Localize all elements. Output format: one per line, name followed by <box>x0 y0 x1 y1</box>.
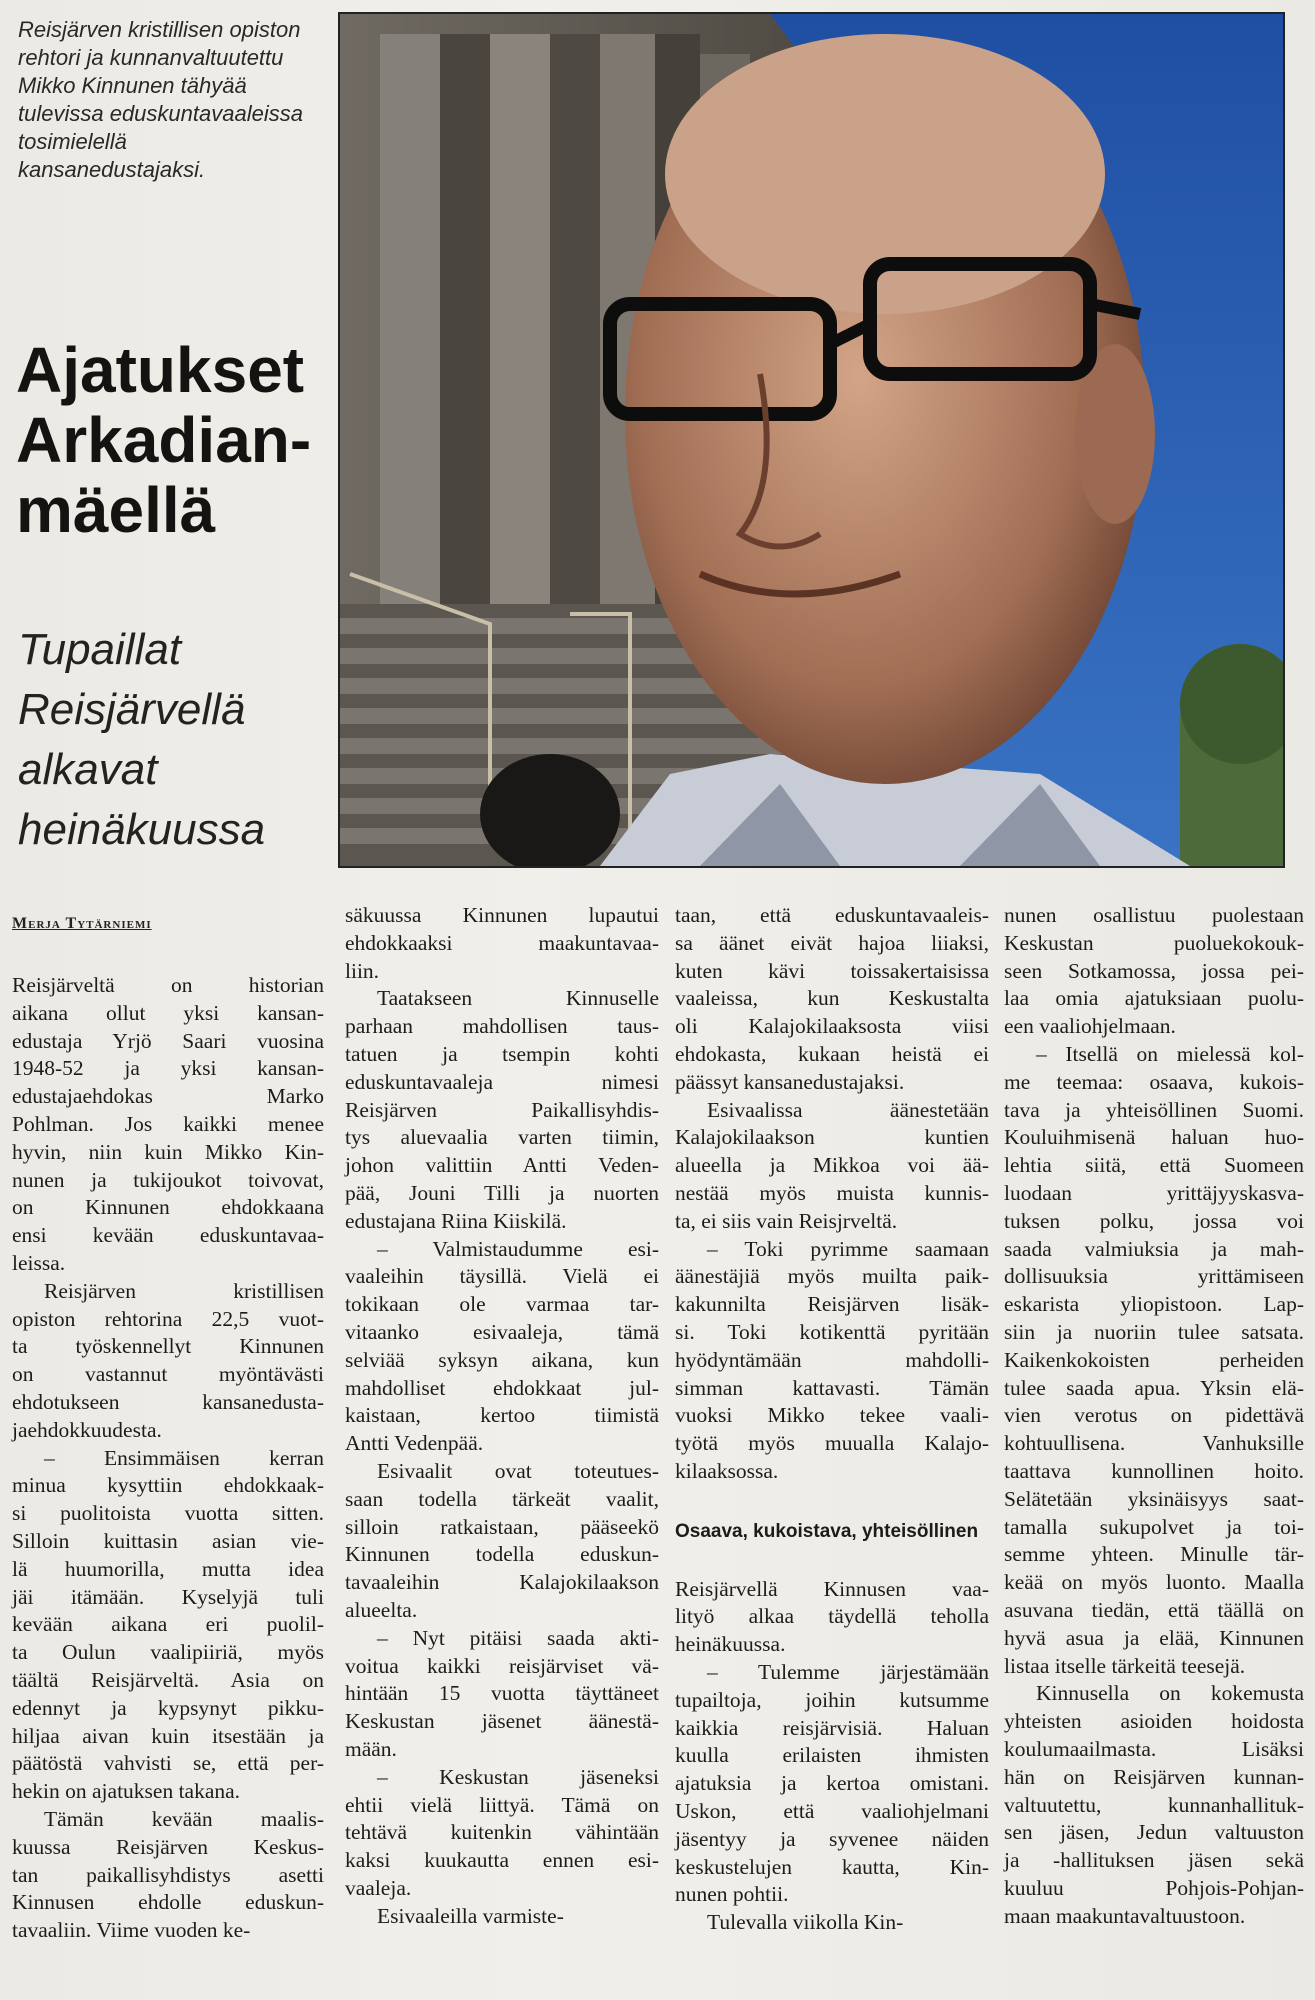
article-column-2 <box>345 902 659 1930</box>
text-line: Keskustan puoluekokouk- <box>1004 930 1304 955</box>
text-line: mahdolliset ehdokkaat jul- <box>345 1375 659 1400</box>
text-line: Esivaalissa äänestetään <box>707 1097 989 1122</box>
text-line: ehdokasta, kukaan heistä ei <box>675 1041 989 1066</box>
text-line: tulee saada apua. Yksin elä- <box>1004 1375 1304 1400</box>
text-line: Antti Vedenpää. <box>345 1431 484 1456</box>
text-line: keskustelujen kautta, Kin- <box>675 1854 989 1879</box>
text-line: alueella ja Mikkoa voi ää- <box>675 1153 989 1178</box>
text-line: me teemaa: osaava, kukois- <box>1004 1069 1304 1094</box>
text-line: johon valittiin Antti Veden- <box>345 1153 659 1178</box>
text-line: tavaaliin. Viime vuoden ke- <box>12 1918 251 1943</box>
text-line: saan todella tärkeät vaalit, <box>345 1486 659 1511</box>
text-line: alueelta. <box>345 1597 418 1622</box>
text-line: tokikaan ole varmaa tar- <box>345 1292 659 1317</box>
text-line: hyvä asua ja elää, Kinnunen <box>1004 1625 1304 1650</box>
text-line: nunen osallistuu puolestaan <box>1004 903 1304 927</box>
text-line: dollisuuksia yrittämiseen <box>1004 1264 1304 1289</box>
text-line: hiljaa aivan kuin itsestään ja <box>12 1723 324 1748</box>
text-line: tuksen polku, jossa voi <box>1004 1208 1304 1233</box>
headline-line: Arkadian- <box>16 404 312 476</box>
caption-line: tosimielellä <box>18 129 127 154</box>
portrait-photo <box>338 12 1285 868</box>
caption-line: tulevissa eduskuntavaaleissa <box>18 101 303 126</box>
text-line: – Tulemme järjestämään <box>707 1659 989 1684</box>
text-line: selviää syksyn aikana, kun <box>345 1347 659 1372</box>
text-line: heinäkuussa. <box>675 1632 786 1657</box>
headline-line: mäellä <box>16 474 216 546</box>
text-line: ensi kevään eduskuntavaa- <box>12 1223 324 1248</box>
text-line: Kinnusen ehdolle eduskun- <box>12 1890 324 1915</box>
text-line: ta työskennellyt Kinnunen <box>12 1334 324 1359</box>
text-line: si. Toki kotikenttä pyritään <box>675 1319 989 1344</box>
article-subheadline <box>18 620 328 860</box>
text-line: laa omia ajatuksiaan puolu- <box>1004 986 1304 1011</box>
text-line: Keskustan jäsenet äänestä- <box>345 1709 659 1734</box>
text-line: taan, että eduskuntavaaleis- <box>675 903 989 927</box>
section-subheading: Osaava, kukoistava, yhteisöllinen <box>675 1520 979 1542</box>
text-line: si puolitoista vuotta sitten. <box>12 1501 324 1526</box>
text-line: nunen ja tukijoukot toivovat, <box>12 1167 324 1192</box>
subhead-line: alkavat <box>18 745 158 794</box>
caption-line: Mikko Kinnunen tähyää <box>18 73 247 98</box>
text-line: asuvana tiedän, että täällä on <box>1004 1597 1304 1622</box>
text-line: simman kattavasti. Tämän <box>675 1375 989 1400</box>
text-line: Uskon, että vaaliohjelmani <box>675 1798 989 1823</box>
text-line: lehtia siitä, että Suomeen <box>1004 1153 1304 1178</box>
caption-line: kansanedustajaksi. <box>18 157 206 182</box>
text-line: mään. <box>345 1736 397 1761</box>
caption-line: Reisjärven kristillisen opiston <box>18 17 301 42</box>
text-line: maan maakuntavaltuustoon. <box>1004 1903 1246 1928</box>
text-line: tatuen ja tsempin kohti <box>345 1041 659 1066</box>
text-line: on Kinnunen ehdokkaana <box>12 1195 324 1220</box>
text-line: lä huumorilla, mutta idea <box>12 1556 324 1581</box>
text-line: täältä Reisjärveltä. Asia on <box>12 1667 324 1692</box>
text-line: Selätetään yksinäisyys saat- <box>1004 1486 1304 1511</box>
article-column-3 <box>675 902 989 1937</box>
text-line: leissa. <box>12 1250 66 1275</box>
text-line: hintään 15 vuotta täyttäneet <box>345 1681 659 1706</box>
text-line: vaaleja. <box>345 1875 412 1900</box>
text-line: een vaaliohjelmaan. <box>1004 1014 1176 1039</box>
text-line: voitua kaikki reisjärviset vä- <box>345 1653 659 1678</box>
text-line: ja -hallituksen jäsen sekä <box>1004 1848 1304 1873</box>
text-line: hän on Reisjärven kunnan- <box>1004 1764 1304 1789</box>
text-line: jäi itämään. Kyselyjä tuli <box>12 1584 324 1609</box>
text-line: Reisjärven kristillisen <box>44 1278 324 1303</box>
text-line: eskarista yliopistoon. Lap- <box>1004 1292 1304 1317</box>
text-line: hyödyntämään mahdolli- <box>675 1347 989 1372</box>
text-line: kuussa Reisjärven Keskus- <box>12 1834 324 1859</box>
text-line: Pohlman. Jos kaikki menee <box>12 1111 324 1136</box>
text-line: kilaaksossa. <box>675 1458 779 1483</box>
text-line: edennyt ja kypsynyt pikku- <box>12 1695 324 1720</box>
text-line: tava ja yhteisöllinen Suomi. <box>1004 1097 1304 1122</box>
text-line: päätöstä vahvisti se, että per- <box>12 1751 324 1776</box>
text-line: lityö alkaa täydellä teholla <box>675 1604 989 1629</box>
photo-caption <box>18 16 318 184</box>
text-line: – Itsellä on mielessä kol- <box>1036 1041 1304 1066</box>
text-line: Reisjärven Paikallisyhdis- <box>345 1097 659 1122</box>
text-line: oli Kalajokilaaksosta viisi <box>675 1014 989 1039</box>
text-line: eduskuntavaaleja nimesi <box>345 1069 659 1094</box>
text-line: Kinnunen todella eduskun- <box>345 1542 659 1567</box>
text-line: silloin ratkaistaan, pääseekö <box>345 1514 659 1539</box>
text-line: Kinnusella on kokemusta <box>1036 1681 1304 1706</box>
text-line: kaksi kuukautta ennen esi- <box>345 1848 659 1873</box>
text-line: sen jäsen, Jedun valtuuston <box>1004 1820 1304 1845</box>
text-line: vuoksi Mikko tekee vaali- <box>675 1403 989 1428</box>
text-line: Reisjärvellä Kinnusen vaa- <box>675 1576 989 1601</box>
text-line: päässyt kansanedustajaksi. <box>675 1069 905 1094</box>
text-line: seen Sotkamossa, jossa pei- <box>1004 958 1304 983</box>
text-line: ta Oulun vaalipiiriä, myös <box>12 1640 324 1665</box>
text-line: ehdotukseen kansanedusta- <box>12 1389 324 1414</box>
text-line: jäsentyy ja syvenee näiden <box>675 1826 989 1851</box>
text-line: listaa itselle tärkeitä teesejä. <box>1004 1653 1246 1678</box>
subhead-line: Reisjärvellä <box>18 685 246 734</box>
text-line: tamalla sukupolvet ja toi- <box>1004 1514 1304 1539</box>
caption-line: rehtori ja kunnanvaltuutettu <box>18 45 284 70</box>
text-line: vitaanko esivaaleja, tämä <box>345 1319 659 1344</box>
text-line: liin. <box>345 958 380 983</box>
text-line: Esivaalit ovat toteutues- <box>377 1458 659 1483</box>
text-line: Kouluihmisenä haluan huo- <box>1004 1125 1304 1150</box>
text-line: – Ensimmäisen kerran <box>44 1445 324 1470</box>
text-line: vien verotus on pidettävä <box>1004 1403 1304 1428</box>
text-line: jaehdokkuudesta. <box>12 1417 162 1442</box>
text-line: vaaleihin täysillä. Vielä ei <box>345 1264 659 1289</box>
subhead-line: Tupaillat <box>18 625 182 674</box>
text-line: Reisjärveltä on historian <box>12 973 324 997</box>
text-line: ta, ei siis vain Reisjrveltä. <box>675 1208 898 1233</box>
text-line: pää, Jouni Tilli ja nuorten <box>345 1180 659 1205</box>
text-line: kakunnilta Reisjärven lisäk- <box>675 1292 989 1317</box>
text-line: kuuluu Pohjois-Pohjan- <box>1004 1875 1304 1900</box>
text-line: kaistaan, kertoo tiimistä <box>345 1403 659 1428</box>
text-line: Tämän kevään maalis- <box>44 1806 324 1831</box>
text-line: nestää myös muista kunnis- <box>675 1180 989 1205</box>
text-line: tan paikallisyhdistys asetti <box>12 1862 324 1887</box>
text-line: edustaja Yrjö Saari vuosina <box>12 1028 324 1053</box>
text-line: kuulla erilaisten ihmisten <box>675 1743 989 1768</box>
text-line: saada valmiuksia ja mah- <box>1004 1236 1304 1261</box>
text-line: Kaikenkokoisten perheiden <box>1004 1347 1304 1372</box>
article-column-4 <box>1004 902 1304 1930</box>
text-line: kaikkia reisjärvisiä. Haluan <box>675 1715 989 1740</box>
text-line: parhaan mahdollisen taus- <box>345 1014 659 1039</box>
text-line: vaaleissa, kun Keskustalta <box>675 986 989 1011</box>
text-line: hyvin, niin kuin Mikko Kin- <box>12 1139 324 1164</box>
text-line: säkuussa Kinnunen lupautui <box>345 903 659 927</box>
text-line: valtuutettu, kunnanhallituk- <box>1004 1792 1304 1817</box>
text-line: tys aluevaalia varten tiimin, <box>345 1125 659 1150</box>
text-line: opiston rehtorina 22,5 vuot- <box>12 1306 324 1331</box>
text-line: siin ja nuoriin tulee satsata. <box>1004 1319 1304 1344</box>
text-line: Tulevalla viikolla Kin- <box>707 1910 904 1935</box>
text-line: tehtävä kuitenkin vähintään <box>345 1820 659 1845</box>
text-line: aikana ollut yksi kansan- <box>12 1000 324 1025</box>
text-line: edustajana Riina Kiiskilä. <box>345 1208 567 1233</box>
text-line: minua kysyttiin ehdokkaak- <box>12 1473 324 1498</box>
text-line: Kalajokilaakson kuntien <box>675 1125 989 1150</box>
text-line: kohtuullisena. Vanhuksille <box>1004 1431 1304 1456</box>
text-line: kevään aikana eri puolil- <box>12 1612 324 1637</box>
text-line: ehdokkaaksi maakuntavaa- <box>345 930 659 955</box>
text-line: ajatuksia ja kertoa omistani. <box>675 1771 989 1796</box>
text-line: Silloin kuittasin asian vie- <box>12 1528 324 1553</box>
text-line: kuten kävi toissakertaisissa <box>675 958 989 983</box>
text-line: nunen pohtii. <box>675 1882 789 1907</box>
text-line: sa äänet eivät hajoa liiaksi, <box>675 930 989 955</box>
text-line: tupailtoja, joihin kutsumme <box>675 1687 989 1712</box>
text-line: taattava kunnollinen hoito. <box>1004 1458 1304 1483</box>
text-line: on vastannut myöntävästi <box>12 1362 324 1387</box>
text-line: ehtii vielä liittyä. Tämä on <box>345 1792 659 1817</box>
text-line: tavaaleihin Kalajokilaakson <box>345 1570 659 1595</box>
text-line: äänestäjiä myös muilta paik- <box>675 1264 989 1289</box>
text-line: – Toki pyrimme saamaan <box>707 1236 989 1261</box>
text-line: 1948-52 ja yksi kansan- <box>12 1056 324 1081</box>
text-line: työtä myös muualla Kalajo- <box>675 1431 989 1456</box>
text-line: – Keskustan jäseneksi <box>377 1764 659 1789</box>
text-line: koulumaailmasta. Lisäksi <box>1004 1736 1304 1761</box>
text-line: – Nyt pitäisi saada akti- <box>377 1625 659 1650</box>
subhead-line: heinäkuussa <box>18 805 266 854</box>
text-line: Taatakseen Kinnuselle <box>377 986 659 1011</box>
text-line: Esivaaleilla varmiste- <box>377 1903 564 1928</box>
article-headline <box>16 335 336 545</box>
byline-author: Merja Tytärniemi <box>12 915 152 932</box>
text-line: luodaan yrittäjyyskasva- <box>1004 1180 1304 1205</box>
text-line: hekin on ajatuksen takana. <box>12 1779 241 1804</box>
headline-line: Ajatukset <box>16 334 305 406</box>
text-line: keää on myös luonto. Maalla <box>1004 1570 1304 1595</box>
text-line: yhteisten asioiden hoidosta <box>1004 1709 1304 1734</box>
text-line: – Valmistaudumme esi- <box>377 1236 659 1261</box>
text-line: edustajaehdokas Marko <box>12 1084 324 1109</box>
portrait-photo-illustration <box>340 14 1283 866</box>
article-column-1 <box>12 972 324 1945</box>
text-line: semme yhteen. Minulle tär- <box>1004 1542 1304 1567</box>
